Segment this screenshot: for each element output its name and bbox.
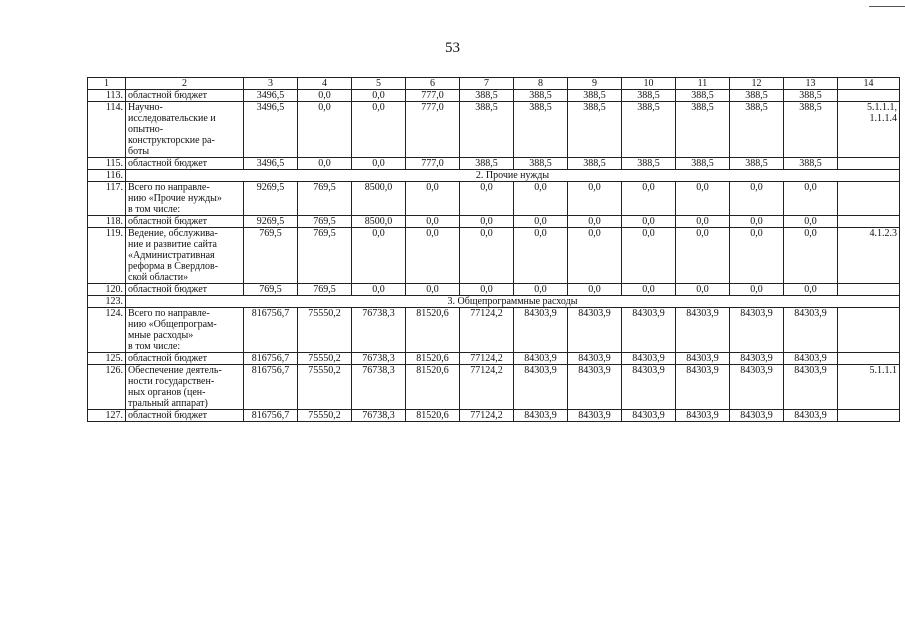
value-cell: 84303,9	[676, 410, 730, 422]
value-cell: 0,0	[568, 284, 622, 296]
target-code	[838, 216, 900, 228]
column-number: 10	[622, 78, 676, 90]
value-cell: 388,5	[784, 102, 838, 158]
row-name-line: опытно-	[128, 124, 164, 135]
row-name-line: Научно-	[128, 102, 163, 113]
table-row	[88, 308, 900, 353]
value-cell: 0,0	[298, 158, 352, 170]
value-cell: 84303,9	[622, 308, 676, 353]
value-cell: 75550,2	[298, 308, 352, 353]
value-cell: 0,0	[352, 284, 406, 296]
value-cell: 75550,2	[298, 365, 352, 410]
row-name-line: областной бюджет	[128, 284, 208, 295]
target-code	[838, 353, 900, 365]
value-cell: 3496,5	[244, 158, 298, 170]
row-name-line: Ведение, обслужива-	[128, 228, 218, 239]
value-cell: 0,0	[352, 102, 406, 158]
target-code-line: 4.1.2.3	[869, 228, 897, 239]
value-cell: 388,5	[568, 90, 622, 102]
row-number: 125.	[88, 353, 126, 365]
value-cell: 388,5	[460, 158, 514, 170]
value-cell: 0,0	[568, 228, 622, 284]
value-cell: 0,0	[730, 284, 784, 296]
value-cell: 84303,9	[730, 365, 784, 410]
row-name-line: реформа в Свердлов-	[128, 261, 219, 272]
value-cell: 0,0	[622, 228, 676, 284]
value-cell: 0,0	[730, 182, 784, 216]
row-number: 123.	[88, 296, 126, 308]
value-cell: 81520,6	[406, 353, 460, 365]
row-name	[126, 102, 244, 158]
row-name-line: в том числе:	[128, 204, 181, 215]
section-title: 3. Общепрограммные расходы	[126, 296, 900, 308]
value-cell: 84303,9	[730, 410, 784, 422]
row-name-line: «Административная	[128, 250, 215, 261]
value-cell: 388,5	[514, 158, 568, 170]
value-cell: 84303,9	[568, 308, 622, 353]
value-cell: 0,0	[514, 228, 568, 284]
value-cell: 769,5	[244, 284, 298, 296]
value-cell: 0,0	[514, 216, 568, 228]
target-code-line: 1.1.1.4	[869, 113, 897, 124]
value-cell: 8500,0	[352, 182, 406, 216]
target-code	[838, 410, 900, 422]
value-cell: 0,0	[352, 90, 406, 102]
table-row	[88, 216, 900, 228]
value-cell: 777,0	[406, 102, 460, 158]
column-number: 3	[244, 78, 298, 90]
value-cell: 84303,9	[622, 410, 676, 422]
value-cell: 9269,5	[244, 216, 298, 228]
value-cell: 9269,5	[244, 182, 298, 216]
row-name-line: боты	[128, 146, 150, 157]
value-cell: 84303,9	[514, 410, 568, 422]
value-cell: 0,0	[676, 284, 730, 296]
table-row	[88, 182, 900, 216]
row-name-line: областной бюджет	[128, 216, 208, 227]
row-name	[126, 228, 244, 284]
column-number: 14	[838, 78, 900, 90]
column-number: 4	[298, 78, 352, 90]
corner-rule	[869, 6, 905, 7]
value-cell: 76738,3	[352, 410, 406, 422]
row-number: 115.	[88, 158, 126, 170]
value-cell: 75550,2	[298, 410, 352, 422]
value-cell: 769,5	[298, 284, 352, 296]
row-name-line: Обеспечение деятель-	[128, 365, 222, 376]
row-name	[126, 308, 244, 353]
value-cell: 0,0	[406, 182, 460, 216]
value-cell: 84303,9	[622, 353, 676, 365]
value-cell: 84303,9	[730, 353, 784, 365]
page-number: 53	[445, 40, 460, 56]
value-cell: 81520,6	[406, 308, 460, 353]
value-cell: 388,5	[622, 102, 676, 158]
row-name-line: нию «Общепрограм-	[128, 319, 217, 330]
section-title: 2. Прочие нужды	[126, 170, 900, 182]
value-cell: 84303,9	[568, 410, 622, 422]
value-cell: 388,5	[568, 158, 622, 170]
value-cell: 388,5	[676, 158, 730, 170]
value-cell: 0,0	[460, 182, 514, 216]
value-cell: 8500,0	[352, 216, 406, 228]
row-name-line: областной бюджет	[128, 158, 208, 169]
row-name-line: нию «Прочие нужды»	[128, 193, 222, 204]
value-cell: 84303,9	[568, 365, 622, 410]
value-cell: 0,0	[406, 228, 460, 284]
target-code-line: 5.1.1.1	[869, 365, 897, 376]
value-cell: 84303,9	[514, 308, 568, 353]
value-cell: 0,0	[460, 216, 514, 228]
table-body	[88, 78, 900, 422]
value-cell: 75550,2	[298, 353, 352, 365]
row-name-line: мные расходы»	[128, 330, 194, 341]
value-cell: 816756,7	[244, 365, 298, 410]
value-cell: 0,0	[676, 216, 730, 228]
value-cell: 0,0	[406, 216, 460, 228]
value-cell: 77124,2	[460, 353, 514, 365]
value-cell: 0,0	[676, 182, 730, 216]
value-cell: 0,0	[406, 284, 460, 296]
value-cell: 84303,9	[568, 353, 622, 365]
row-number: 124.	[88, 308, 126, 353]
value-cell: 388,5	[730, 90, 784, 102]
column-number: 5	[352, 78, 406, 90]
value-cell: 84303,9	[676, 353, 730, 365]
value-cell: 84303,9	[784, 353, 838, 365]
value-cell: 769,5	[298, 216, 352, 228]
table-row	[88, 90, 900, 102]
value-cell: 388,5	[676, 90, 730, 102]
row-name-line: ской области»	[128, 272, 189, 283]
value-cell: 0,0	[622, 284, 676, 296]
value-cell: 84303,9	[784, 308, 838, 353]
value-cell: 388,5	[460, 90, 514, 102]
column-number: 12	[730, 78, 784, 90]
column-number: 9	[568, 78, 622, 90]
value-cell: 388,5	[460, 102, 514, 158]
target-code	[838, 284, 900, 296]
row-name	[126, 182, 244, 216]
row-name	[126, 284, 244, 296]
table-row	[88, 170, 900, 182]
value-cell: 0,0	[730, 216, 784, 228]
table-row	[88, 365, 900, 410]
value-cell: 388,5	[568, 102, 622, 158]
column-number-row	[88, 78, 900, 90]
value-cell: 84303,9	[514, 353, 568, 365]
column-number: 7	[460, 78, 514, 90]
row-number: 127.	[88, 410, 126, 422]
value-cell: 816756,7	[244, 308, 298, 353]
value-cell: 0,0	[622, 216, 676, 228]
row-name-line: тральный аппарат)	[128, 398, 208, 409]
value-cell: 0,0	[514, 284, 568, 296]
value-cell: 0,0	[784, 216, 838, 228]
row-number: 120.	[88, 284, 126, 296]
row-name	[126, 365, 244, 410]
row-name-line: ных органов (цен-	[128, 387, 206, 398]
value-cell: 76738,3	[352, 353, 406, 365]
table-row	[88, 353, 900, 365]
table-row	[88, 296, 900, 308]
value-cell: 388,5	[730, 158, 784, 170]
target-code	[838, 308, 900, 353]
row-number: 113.	[88, 90, 126, 102]
value-cell: 0,0	[676, 228, 730, 284]
column-number: 6	[406, 78, 460, 90]
value-cell: 76738,3	[352, 365, 406, 410]
value-cell: 816756,7	[244, 410, 298, 422]
value-cell: 0,0	[352, 158, 406, 170]
value-cell: 0,0	[298, 102, 352, 158]
row-name	[126, 216, 244, 228]
value-cell: 816756,7	[244, 353, 298, 365]
budget-table	[87, 77, 900, 422]
value-cell: 76738,3	[352, 308, 406, 353]
value-cell: 0,0	[568, 182, 622, 216]
row-number: 126.	[88, 365, 126, 410]
target-code	[838, 102, 900, 158]
value-cell: 388,5	[622, 90, 676, 102]
row-name-line: ние и развитие сайта	[128, 239, 217, 250]
value-cell: 388,5	[622, 158, 676, 170]
value-cell: 84303,9	[784, 365, 838, 410]
row-name-line: исследовательские и	[128, 113, 216, 124]
value-cell: 3496,5	[244, 102, 298, 158]
value-cell: 388,5	[514, 90, 568, 102]
row-number: 118.	[88, 216, 126, 228]
value-cell: 0,0	[730, 228, 784, 284]
target-code	[838, 158, 900, 170]
value-cell: 77124,2	[460, 410, 514, 422]
row-name-line: Всего по направле-	[128, 182, 210, 193]
column-number: 8	[514, 78, 568, 90]
row-number: 116.	[88, 170, 126, 182]
value-cell: 0,0	[460, 284, 514, 296]
value-cell: 84303,9	[676, 308, 730, 353]
row-name-line: ности государствен-	[128, 376, 215, 387]
value-cell: 769,5	[298, 182, 352, 216]
value-cell: 0,0	[514, 182, 568, 216]
value-cell: 769,5	[244, 228, 298, 284]
value-cell: 0,0	[352, 228, 406, 284]
column-number: 1	[88, 78, 126, 90]
value-cell: 388,5	[784, 90, 838, 102]
row-number: 119.	[88, 228, 126, 284]
row-name	[126, 353, 244, 365]
value-cell: 388,5	[676, 102, 730, 158]
value-cell: 0,0	[784, 182, 838, 216]
target-code	[838, 90, 900, 102]
value-cell: 388,5	[784, 158, 838, 170]
value-cell: 84303,9	[622, 365, 676, 410]
row-name-line: Всего по направле-	[128, 308, 210, 319]
row-number: 117.	[88, 182, 126, 216]
table-row	[88, 102, 900, 158]
value-cell: 777,0	[406, 158, 460, 170]
target-code	[838, 228, 900, 284]
table-row	[88, 284, 900, 296]
table-row	[88, 228, 900, 284]
row-name	[126, 410, 244, 422]
row-number: 114.	[88, 102, 126, 158]
row-name-line: областной бюджет	[128, 90, 208, 101]
value-cell: 0,0	[298, 90, 352, 102]
target-code	[838, 182, 900, 216]
value-cell: 769,5	[298, 228, 352, 284]
row-name-line: конструкторские ра-	[128, 135, 215, 146]
row-name-line: областной бюджет	[128, 410, 208, 421]
value-cell: 388,5	[730, 102, 784, 158]
table-row	[88, 158, 900, 170]
value-cell: 777,0	[406, 90, 460, 102]
table-row	[88, 410, 900, 422]
value-cell: 0,0	[784, 284, 838, 296]
row-name	[126, 158, 244, 170]
value-cell: 3496,5	[244, 90, 298, 102]
row-name	[126, 90, 244, 102]
value-cell: 77124,2	[460, 365, 514, 410]
value-cell: 0,0	[460, 228, 514, 284]
column-number: 11	[676, 78, 730, 90]
value-cell: 0,0	[622, 182, 676, 216]
value-cell: 388,5	[514, 102, 568, 158]
value-cell: 77124,2	[460, 308, 514, 353]
column-number: 13	[784, 78, 838, 90]
value-cell: 84303,9	[514, 365, 568, 410]
value-cell: 84303,9	[676, 365, 730, 410]
value-cell: 84303,9	[730, 308, 784, 353]
value-cell: 81520,6	[406, 365, 460, 410]
value-cell: 0,0	[568, 216, 622, 228]
target-code-line: 5.1.1.1,	[867, 102, 897, 113]
column-number: 2	[126, 78, 244, 90]
target-code	[838, 365, 900, 410]
row-name-line: областной бюджет	[128, 353, 208, 364]
value-cell: 84303,9	[784, 410, 838, 422]
row-name-line: в том числе:	[128, 341, 181, 352]
value-cell: 81520,6	[406, 410, 460, 422]
value-cell: 0,0	[784, 228, 838, 284]
